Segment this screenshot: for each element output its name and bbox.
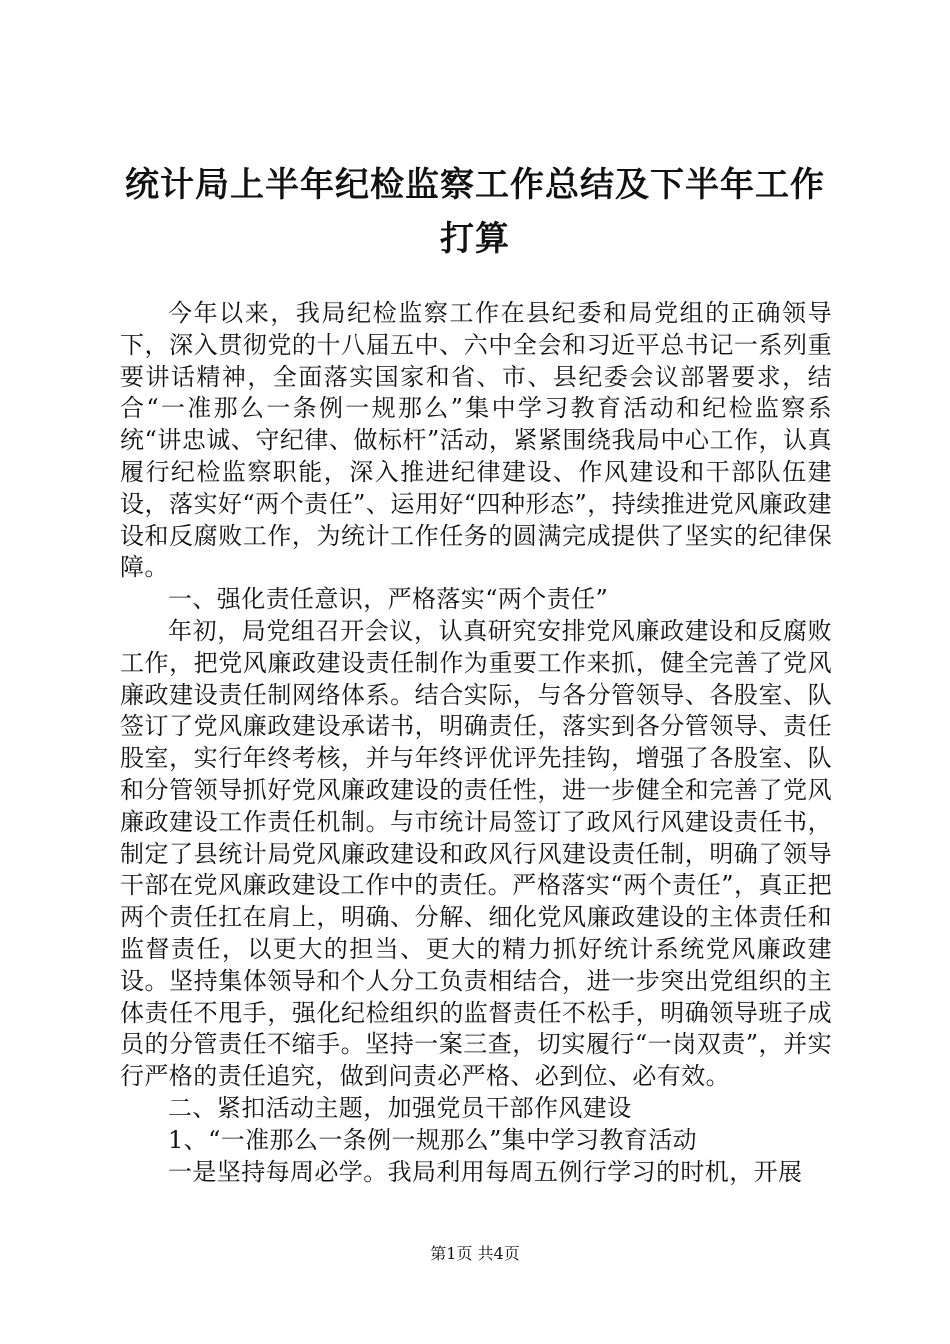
section-1-paragraph: 年初，局党组召开会议，认真研究安排党风廉政建设和反腐败工作，把党风廉政建设责任制作为重要工作来抓，健全完善了党风廉政建设责任制网络体系。结合实际，与各分管领导、各股室、队签订了党风廉政建设承诺书，明确责任，落实到各分管领导、责任股室，实行年终考核，并与年终评优评先挂钩，增强了各股室、队和分管领导抓好党风廉政建设的责任性，进一步健全和完善了党风廉政建设工作责任机制。与市统计局签订了政风行风建设责任书，制定了县统计局党风廉政建设和政风行风建设责任制，明确了领导干部在党风廉政建设工作中的责任。严格落实“两个责任”，真正把两个责任扛在肩上，明确、分解、细化党风廉政建设的主体责任和监督责任，以更大的担当、更大的精力抓好统计系统党风廉政建设。坚持集体领导和个人分工负责相结合，进一步突出党组织的主体责任不甩手，强化纪检组织的监督责任不松手，明确领导班子成员的分管责任不缩手。坚持一案三查，切实履行“一岗双责”，并实行严格的责任追究，做到问责必严格、必到位、必有效。 bbox=[120, 616, 832, 1091]
subsection-1-paragraph: 一是坚持每周必学。我局利用每周五例行学习的时机，开展 bbox=[168, 1157, 803, 1186]
section-heading-2: 二、紧扣活动主题，加强党员干部作风建设 bbox=[168, 1093, 632, 1122]
intro-paragraph: 今年以来，我局纪检监察工作在县纪委和局党组的正确领导下，深入贯彻党的十八届五中、六中全会和习近平总书记一系列重要讲话精神，全面落实国家和省、市、县纪委会议部署要求，结合“一准那么一条例一规那么”集中学习教育活动和纪检监察系统“讲忠诚、守纪律、做标杆”活动，紧紧围绕我局中心工作，认真履行纪检监察职能，深入推进纪律建设、作风建设和干部队伍建设，落实好“两个责任”、运用好“四种形态”，持续推进党风廉政建设和反腐败工作，为统计工作任务的圆满完成提供了坚实的纪律保障。 bbox=[120, 299, 832, 582]
document-title: 统计局上半年纪检监察工作总结及下半年工作打算 bbox=[125, 165, 825, 259]
section-heading-1: 一、强化责任意识，严格落实“两个责任” bbox=[168, 585, 609, 614]
subsection-heading-1: 1、“一准那么一条例一规那么”集中学习教育活动 bbox=[168, 1125, 698, 1154]
document-body bbox=[120, 298, 832, 1188]
page-footer: 第1页 共4页 bbox=[430, 1244, 520, 1263]
